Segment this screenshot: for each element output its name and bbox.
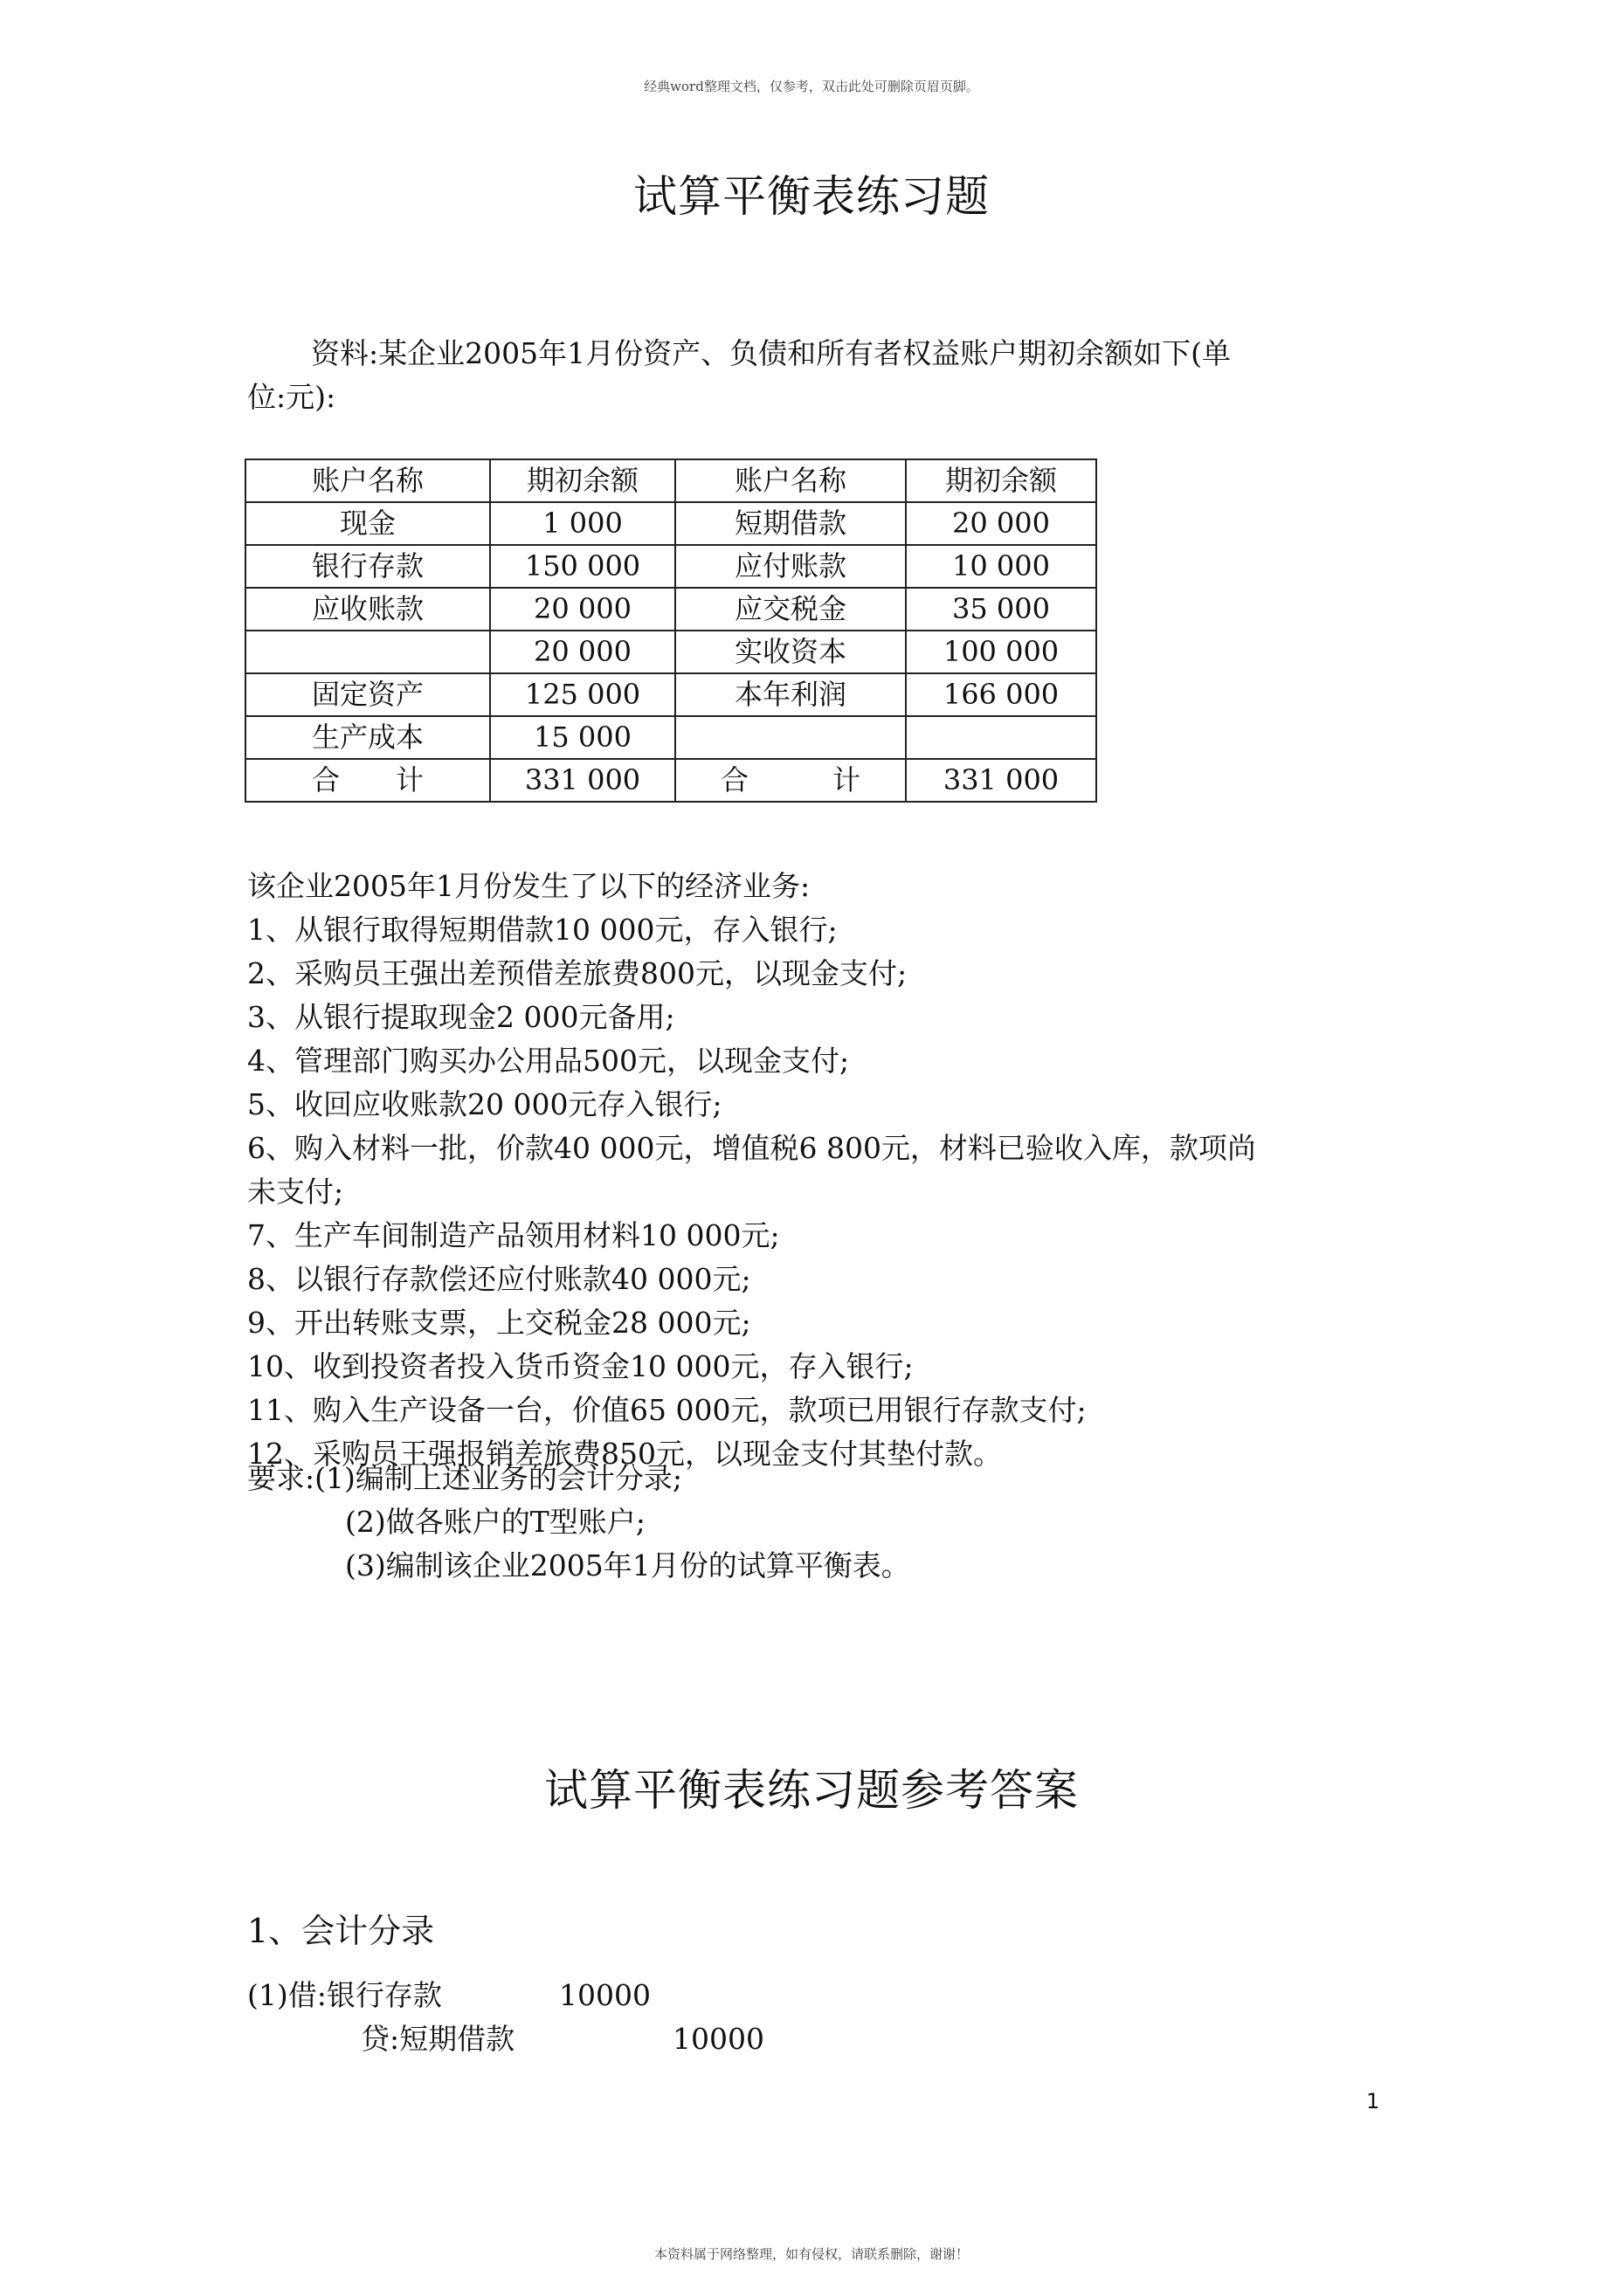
table-cell: 15 000 — [490, 716, 675, 759]
section-heading: 1、会计分录 — [247, 1912, 435, 1950]
list-item: 3、从银行提取现金2 000元备用; — [247, 1000, 675, 1034]
table-cell: 20 000 — [906, 502, 1096, 545]
table-cell: 125 000 — [490, 673, 675, 716]
table-cell: 银行存款 — [245, 545, 490, 588]
table-total-row — [245, 759, 1096, 802]
table-cell: 150 000 — [490, 545, 675, 588]
journal-entry — [247, 1974, 859, 2061]
table-cell: 现金 — [245, 502, 490, 545]
table-cell: 100 000 — [906, 631, 1096, 673]
table-cell: 35 000 — [906, 588, 1096, 631]
table-cell: 166 000 — [906, 673, 1096, 716]
header-cell: 账户名称 — [675, 459, 906, 502]
total-value: 331 000 — [490, 759, 675, 802]
intro-line-2: 位:元): — [247, 380, 336, 414]
table-cell: 20 000 — [490, 631, 675, 673]
table-cell: 实收资本 — [675, 631, 906, 673]
header-cell: 期初余额 — [906, 459, 1096, 502]
total-value: 331 000 — [906, 759, 1096, 802]
table-row — [245, 631, 1096, 673]
debit-row — [247, 1974, 859, 2017]
credit-label: 贷:短期借款 — [361, 2022, 515, 2056]
credit-row — [247, 2017, 859, 2061]
table-cell — [906, 716, 1096, 759]
list-item: 9、开出转账支票，上交税金28 000元; — [247, 1306, 751, 1340]
intro-line-1: 资料:某企业2005年1月份资产、负债和所有者权益账户期初余额如下(单 — [311, 336, 1231, 370]
table-cell: 10 000 — [906, 545, 1096, 588]
opening-balance-table — [245, 459, 1097, 803]
page-title: 试算平衡表练习题 — [633, 171, 990, 222]
transactions-intro: 该企业2005年1月份发生了以下的经济业务: — [247, 869, 811, 903]
table-cell: 生产成本 — [245, 716, 490, 759]
table-row — [245, 673, 1096, 716]
table-cell: 应交税金 — [675, 588, 906, 631]
requirement-line-3: (3)编制该企业2005年1月份的试算平衡表。 — [345, 1548, 910, 1582]
header-note: 经典word整理文档，仅参考，双击此处可删除页眉页脚。 — [644, 79, 979, 94]
list-item: 7、生产车间制造产品领用材料10 000元; — [247, 1218, 780, 1252]
table-cell — [675, 716, 906, 759]
table-row — [245, 716, 1096, 759]
page-number: 1 — [1366, 2089, 1380, 2113]
table-cell: 短期借款 — [675, 502, 906, 545]
intro-paragraph — [247, 332, 1348, 419]
requirements — [247, 1457, 1365, 1588]
table-row — [245, 588, 1096, 631]
list-item: 12、采购员王强报销差旅费850元，以现金支付其垫付款。 — [247, 1437, 1002, 1471]
list-item: 10、收到投资者投入货币资金10 000元，存入银行; — [247, 1349, 914, 1383]
header-cell: 期初余额 — [490, 459, 675, 502]
table-cell — [245, 631, 490, 673]
list-item: 4、管理部门购买办公用品500元，以现金支付; — [247, 1044, 850, 1078]
list-item: 1、从银行取得短期借款10 000元，存入银行; — [247, 913, 838, 947]
credit-amount: 10000 — [673, 2022, 764, 2056]
table-cell: 固定资产 — [245, 673, 490, 716]
transactions-list — [247, 865, 1365, 1476]
table-row — [245, 502, 1096, 545]
total-label: 合 计 — [675, 759, 906, 802]
table-cell: 1 000 — [490, 502, 675, 545]
list-item: 11、购入生产设备一台，价值65 000元，款项已用银行存款支付; — [247, 1393, 1087, 1427]
table-cell: 应付账款 — [675, 545, 906, 588]
list-item: 2、采购员王强出差预借差旅费800元，以现金支付; — [247, 956, 908, 990]
table-cell: 应收账款 — [245, 588, 490, 631]
list-item: 8、以银行存款偿还应付账款40 000元; — [247, 1262, 751, 1296]
footer-note: 本资料属于网络整理，如有侵权，请联系删除，谢谢！ — [653, 2246, 969, 2262]
header-cell: 账户名称 — [245, 459, 490, 502]
debit-label: (1)借:银行存款 — [247, 1978, 442, 2012]
total-label: 合 计 — [245, 759, 490, 802]
table-cell: 20 000 — [490, 588, 675, 631]
table-cell: 本年利润 — [675, 673, 906, 716]
requirement-line-1: 要求:(1)编制上述业务的会计分录; — [247, 1461, 682, 1495]
list-item: 6、购入材料一批，价款40 000元，增值税6 800元，材料已验收入库，款项尚 — [247, 1131, 1256, 1165]
answer-title: 试算平衡表练习题参考答案 — [544, 1765, 1079, 1816]
list-item: 5、收回应收账款20 000元存入银行; — [247, 1087, 722, 1121]
table-row — [245, 545, 1096, 588]
requirement-line-2: (2)做各账户的T型账户; — [345, 1505, 646, 1539]
debit-amount: 10000 — [559, 1978, 651, 2012]
list-item: 未支付; — [247, 1175, 344, 1209]
table-header-row — [245, 459, 1096, 502]
